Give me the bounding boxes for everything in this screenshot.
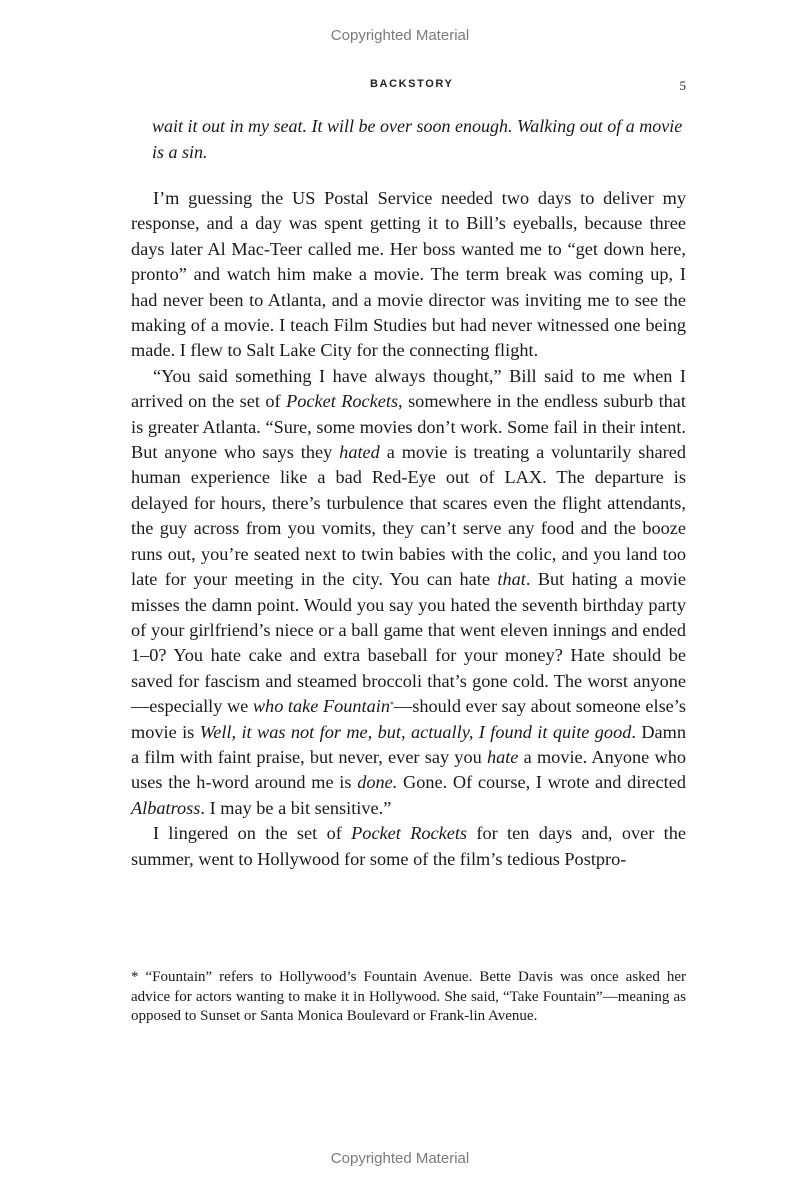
page-number: 5 <box>679 78 686 93</box>
italic-emphasis: done. <box>357 772 398 793</box>
running-head-title: BACKSTORY <box>370 78 454 90</box>
text-run: for ten days and, over the summer, went to Hollywood for some of the film’s tedious Postpro- <box>131 823 686 869</box>
italic-emphasis: who take Fountain <box>252 696 390 717</box>
text-run: I lingered on the set of <box>153 823 352 844</box>
italic-emphasis: Well, it was not for me, but, actually, I found it quite good <box>199 721 632 742</box>
footnote-text: * “Fountain” refers to Hollywood’s Fountain Avenue. Bette Davis was once asked her advice for actors wanting to make it in Hollywood. She said, “Take Fountain”—meaning as opposed to Sunset or Santa Monica Boulevard or Frank-lin Avenue. <box>131 969 686 1024</box>
footnote <box>131 968 686 1027</box>
text-run: . I may be a bit sensitive.” <box>200 797 392 818</box>
text-run: a movie. Anyone who uses the h-word around me is <box>131 746 686 793</box>
italic-title: Pocket Rockets, <box>286 391 403 412</box>
running-head <box>130 78 686 96</box>
text-run: . Damn a film with faint praise, but never, ever say you <box>131 721 686 767</box>
italic-title: Albatross <box>131 797 201 818</box>
italic-title: Pocket Rockets <box>351 823 468 844</box>
copyright-watermark-top: Copyrighted Material <box>330 27 470 44</box>
text-run: . But hating a movie misses the damn point. Would you say you hated the seventh birthday party of your girlfriend’s niece or a ball game that went eleven innings and ended 1–0? You hate cake and extra baseball for your money? Hate should be saved for fascism and steamed broccoli that’s gone cold. The worst anyone—especially we <box>131 569 686 717</box>
footnote-marker[interactable]: * <box>389 700 394 710</box>
copyright-watermark-bottom: Copyrighted Material <box>330 1150 470 1167</box>
paragraph: I’m guessing the US Postal Service needed two days to deliver my response, and a day was spent getting it to Bill’s eyeballs, because three days later Al Mac-Teer called me. Her boss wanted me to “get down here, pronto” and watch him make a movie. The term break was coming up, I had never been to Atlanta, and a movie director was inviting me to see the making of a movie. I teach Film Studies but had never witnessed one being made. I flew to Salt Lake City for the connecting flight. <box>131 188 686 361</box>
text-run: somewhere in the endless suburb that is greater Atlanta. “Sure, some movies don’t work. Some fail in their intent. But anyone who says they <box>131 391 686 463</box>
text-run: a movie is treating a voluntarily shared human experience like a bad Red-Eye out of LAX. The departure is delayed for hours, there’s turbulence that scares even the flight attendants, the guy across from you vomits, they can’t serve any food and the booze runs out, you’re seated next to twin babies with the colic, and you land too late for your meeting in the city. You can hate <box>131 442 686 590</box>
italic-emphasis: that <box>497 569 526 590</box>
paragraph <box>131 364 686 821</box>
text-run: “You said something I have always thought,” Bill said to me when I arrived on the set of <box>131 365 686 412</box>
italic-emphasis: hate <box>486 746 519 767</box>
block-quote: wait it out in my seat. It will be over soon enough. Walking out of a movie is a sin. <box>152 116 683 162</box>
paragraph <box>131 821 686 872</box>
italic-emphasis: hated <box>339 442 380 463</box>
text-run: Gone. Of course, I wrote and directed <box>397 772 686 793</box>
text-run: —should ever say about someone else’s movie is <box>131 696 686 742</box>
body-text <box>131 186 686 872</box>
